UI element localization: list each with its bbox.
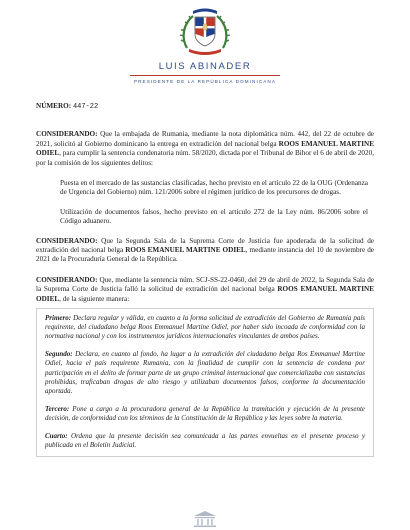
- ruling-label: Segundo:: [45, 350, 73, 359]
- ruling-text: Pone a cargo a la procuradora general de la República la tramitación y ejecución de la presente decisión, de conformidad con los términos de la Constitución de la República y las leyes sobre la materia.: [45, 404, 365, 422]
- ruling-item-first: [45, 314, 365, 341]
- president-title: PRESIDENTE DE LA REPÚBLICA DOMINICANA: [133, 79, 277, 84]
- ruling-text: Declara regular y válida, en cuanto a la forma solicitud de extradición del Gobierno de Rumania país requirente, del ciudadano belga Roos Emmanuel Martine Odiel, por haber sido incoada de conformidad con la normativa nacional y con los instrumentos jurídicos internacionales vinculantes de ambos países.: [45, 314, 365, 341]
- ruling-item-second: [45, 350, 365, 395]
- ruling-label: Cuarto:: [45, 432, 68, 441]
- ruling-box: [36, 308, 374, 457]
- person-name: ROOS EMANUEL MARTINE ODIEL: [36, 139, 374, 158]
- letterhead: [0, 4, 410, 84]
- decree-number: [36, 102, 374, 112]
- number-value: 447-22: [72, 103, 99, 111]
- whereas-paragraph-3: [36, 276, 374, 304]
- paragraph-text: , de la siguiente manera:: [59, 294, 130, 303]
- whereas-paragraph-1: [36, 130, 374, 168]
- whereas-paragraph-2: [36, 237, 374, 265]
- whereas-label: CONSIDERANDO:: [36, 275, 98, 284]
- whereas-label: CONSIDERANDO:: [36, 236, 98, 245]
- whereas-label: CONSIDERANDO:: [36, 130, 98, 139]
- paragraph-text: Que la Segunda Sala de la Suprema Corte de Justicia fue apoderada de la solicitud de extradición del nacional belga: [36, 236, 374, 255]
- header-divider: [130, 75, 280, 76]
- coat-of-arms-icon: [177, 4, 233, 58]
- ruling-label: Primero:: [45, 314, 72, 323]
- ruling-label: Tercero:: [45, 404, 70, 413]
- number-label: NÚMERO:: [36, 102, 72, 110]
- paragraph-text: Que la embajada de Rumania, mediante la nota diplomática núm. 442, del 22 de octubre de 2021, solicitó al Gobierno dominicano la entrega en extradición del nacional belga: [36, 130, 374, 148]
- ruling-item-fourth: [45, 432, 365, 450]
- decree-body: [36, 102, 374, 457]
- paragraph-text: , mediante instancia del 10 de noviembre de 2021 de la Procuraduría General de la República.: [36, 246, 374, 264]
- offense-item-2: Utilización de documentos falsos, hecho previsto en el artículo 272 de la Ley núm. 86/2006 sobre el Código aduanero.: [60, 207, 368, 226]
- person-name: ROOS EMANUEL MARTINE ODIEL: [125, 246, 246, 255]
- ruling-item-third: [45, 405, 365, 423]
- paragraph-text: , para cumplir la sentencia condenatoria núm. 58/2020, dictada por el Tribunal de Bihor el 6 de abril de 2020, por la comisión de los siguientes delitos:: [36, 149, 374, 167]
- paragraph-text: Que, mediante la sentencia núm. SCJ-SS-22-0460, del 29 de abril de 2022, la Segunda Sala de la Suprema Corte de Justicia falló la solicitud de extradición del nacional belga: [36, 275, 374, 294]
- person-name: ROOS EMANUEL MARTINE ODIEL: [36, 285, 375, 303]
- ruling-text: Declara, en cuanto al fondo, ha lugar a la extradición del ciudadano belga Ros Emmanuel Martine Odiel, hacia el país requirente Rumania, con la finalidad de cumplir con la sentencia de condena por participación en el delito de formar parte de un grupo criminal internacional que comercializaba con sustancias prohibidas, traficaban drogas de alto riesgo y utilizaban documentos falsos, conforme la documentación aportada.: [45, 350, 365, 395]
- ruling-text: Ordena que la presente decisión sea comunicada a las partes envueltas en el presente proceso y publicada en el Boletín Judicial.: [45, 432, 365, 450]
- building-columns-icon: [190, 510, 220, 528]
- offense-item-1: Puesta en el mercado de las sustancias clasificadas, hecho previsto en el artículo 22 de la OUG (Ordenanza de Urgencia del Gobierno) núm. 121/2006 sobre el régimen jurídico de los precursores de drogas.: [60, 179, 368, 197]
- president-name: LUIS ABINADER: [158, 61, 252, 72]
